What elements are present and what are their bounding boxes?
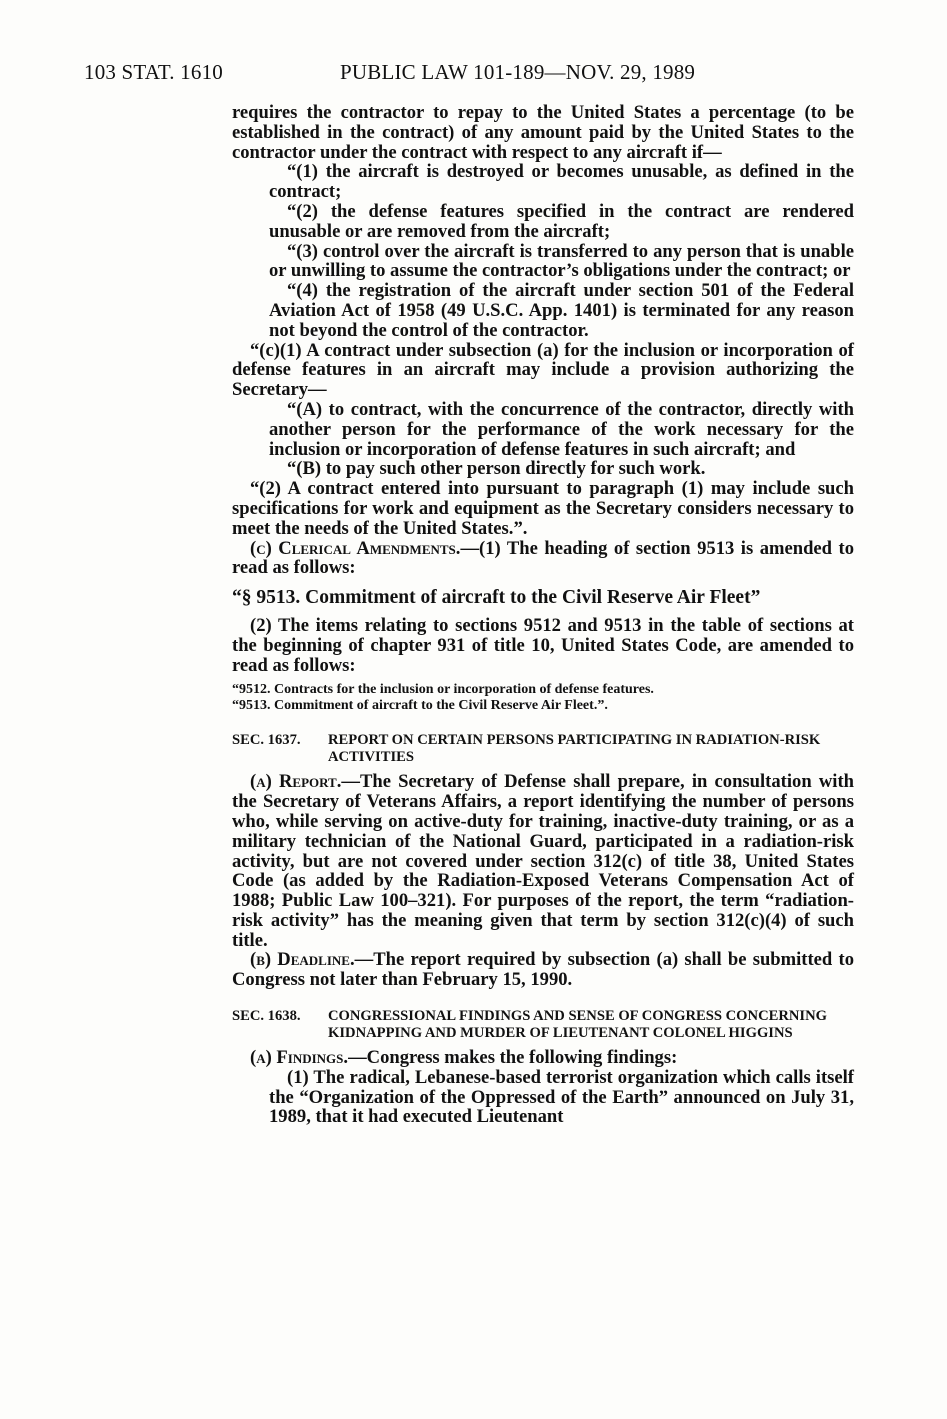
- clause-A: “(A) to contract, with the concurrence of the contractor, directly with another person for the performance of the work necessary for the inclusion or incorporation of defense features in such aircraft; and: [269, 398, 854, 460]
- sec-1637-report: [232, 772, 854, 950]
- clause-3: “(3) control over the aircraft is transferred to any person that is unable or unwilling to assume the contractor’s obligations under the contract; or: [269, 240, 854, 282]
- document-body: [232, 103, 854, 1127]
- sec-1638-findings: [232, 1048, 854, 1068]
- finding-1: (1) The radical, Lebanese-based terrorist organization which calls itself the “Organization of the Oppressed of the Earth” announced on July 31, 1989, that it had executed Lieutenant: [269, 1066, 854, 1128]
- clerical-label: (c) Clerical Amendments.: [250, 537, 461, 559]
- running-title: PUBLIC LAW 101-189—NOV. 29, 1989: [340, 60, 696, 84]
- sec-1638-heading: [232, 1008, 854, 1042]
- subsection-c2: “(2) A contract entered into pursuant to paragraph (1) may include such specifications for work and equipment as the Secretary considers necessary to meet the needs of the United States.”.: [232, 478, 854, 539]
- table-line-9512: “9512. Contracts for the inclusion or incorporation of defense features.: [232, 682, 654, 698]
- sec-1637-number: SEC. 1637.: [232, 732, 301, 749]
- sec-1638-number: SEC. 1638.: [232, 1008, 301, 1025]
- intro-paragraph: requires the contractor to repay to the United States a percentage (to be established in the contract) of any amount paid by the United States to the contractor under the contract with respect to any aircraft if—: [232, 102, 854, 163]
- deadline-text: —The report required by subsection (a) shall be submitted to Congress not later than February 15, 1990.: [232, 949, 854, 991]
- sec-1638-title: CONGRESSIONAL FINDINGS AND SENSE OF CONGRESS CONCERNING KIDNAPPING AND MURDER OF LIEUTENANT COLONEL HIGGINS: [328, 1008, 827, 1042]
- table-of-sections: [232, 682, 854, 714]
- statute-page-number: 103 STAT. 1610: [84, 60, 223, 84]
- report-label: (a) Report.: [250, 771, 342, 793]
- report-text: —The Secretary of Defense shall prepare, in consultation with the Secretary of Veterans Affairs, a report identifying the number of persons who, while serving on active-duty for training, inactive-duty training, or as a military technician of the National Guard, participated in a radiation-risk activity, but are not covered under section 312(c) of title 38, United States Code (as added by the Radiation-Exposed Veterans Compensation Act of 1988; Public Law 100–321). For purposes of the report, the term “radiation-risk activity” has the meaning given that term by section 312(c)(4) of such title.: [232, 771, 854, 951]
- clerical-amendments: [232, 539, 854, 579]
- clause-4: “(4) the registration of the aircraft under section 501 of the Federal Aviation Act of 1958 (49 U.S.C. App. 1401) is terminated for any reason not beyond the control of the contractor.: [269, 280, 854, 341]
- items-paragraph: (2) The items relating to sections 9512 and 9513 in the table of sections at the beginning of chapter 931 of title 10, United States Code, are amended to read as follows:: [232, 614, 854, 676]
- clerical-text: —(1) The heading of section 9513 is amended to read as follows:: [232, 537, 854, 579]
- findings-label: (a) Findings.: [250, 1047, 349, 1069]
- findings-text: —Congress makes the following findings:: [348, 1047, 678, 1069]
- sec-1637-deadline: [232, 950, 854, 990]
- section-9513-heading: “§ 9513. Commitment of aircraft to the Civil Reserve Air Fleet”: [232, 587, 761, 609]
- sec-1637-heading: [232, 732, 854, 766]
- clause-B: “(B) to pay such other person directly for such work.: [287, 458, 706, 480]
- clause-2: “(2) the defense features specified in the contract are rendered unusable or are removed from the aircraft;: [269, 200, 854, 242]
- deadline-label: (b) Deadline.: [250, 949, 355, 971]
- clause-1: “(1) the aircraft is destroyed or becomes unusable, as defined in the contract;: [269, 161, 854, 203]
- subsection-c1: “(c)(1) A contract under subsection (a) for the inclusion or incorporation of defense features in an aircraft may include a provision authorizing the Secretary—: [232, 339, 854, 401]
- sec-1637-title: REPORT ON CERTAIN PERSONS PARTICIPATING IN RADIATION-RISK ACTIVITIES: [328, 732, 821, 766]
- table-line-9513: “9513. Commitment of aircraft to the Civil Reserve Air Fleet.”.: [232, 698, 608, 714]
